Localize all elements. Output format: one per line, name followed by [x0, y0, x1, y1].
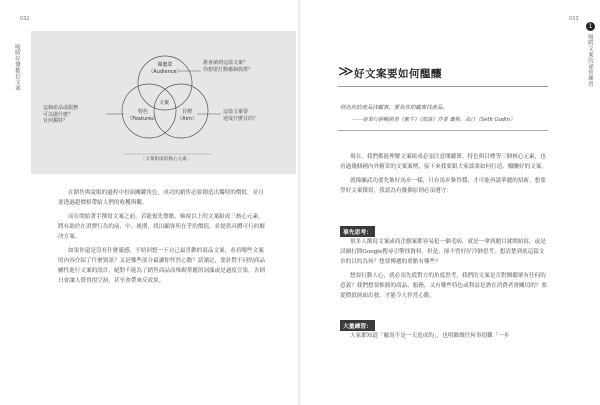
intro-text: [340, 152, 550, 200]
right-page-number: 033: [569, 16, 579, 22]
copy-center-label: 文案: [158, 100, 169, 106]
section-heading-think: 事先思考：: [340, 226, 375, 237]
right-side-tab: 吸睛文案的祕密練習: [587, 34, 593, 88]
paragraph: 想要打動人心，就必須先從對方的角度思考，我們的文案是否對閱聽眾有任何的意義？我們想要推薦的商品、服務，又有哪些特色或利益是潛在消費者會關切的？要從價值層面出發，才能令人怦然心動。: [340, 273, 547, 299]
left-side-tab: 吸睛好懂數位文案: [14, 44, 20, 92]
paragraph: 現在，我們都能理解文案組成必須注意閱聽眾、特色與目標等三個核心元素，也看過幾個國內外精采的文案案例，接下來我要跟大家談談如何打造、醞釀好的文案。: [340, 154, 547, 170]
paragraph: 大家都知道「羅馬不是一天造成的」，也明瞭做任何事很難「一步: [350, 333, 510, 339]
note-aim: 這篇文案要 達成什麼目的？: [223, 109, 259, 122]
note-features: 這個產品或服務 可以做什麼？ 有何獨特？: [43, 105, 79, 124]
left-page: [0, 0, 299, 405]
left-body-text: [58, 188, 268, 290]
audience-label: 閱聽眾 （Audience）: [148, 62, 182, 75]
double-chevron-icon: ≫: [338, 62, 354, 80]
section-title: [338, 60, 548, 87]
paragraph: 如果你還是沒有什麼靈感，不妨回想一下自己最喜歡的商品文案，看看哪些文案的內容介紹了什麼資訊？又是哪些部分最讓你怦然心動？請讀記，要針對不同的商品屬性進行文案的設計，絕對不能為了銷售商品而堆砌華麗的詞藻或是過度宣染，否則只會讓人覺得很空洞，甚至會帶來反效果。: [58, 248, 265, 284]
section-title-text: 好文案要如何醞釀: [354, 68, 442, 80]
paragraph: 而在開始著手撰寫文案之前，若能預先盤點、檢視以上的文案組成三核心元素，將有助於在消費行為的前、中、後期，找出顧客所在乎的價值，並提供具體可行的解決方案。: [58, 214, 265, 240]
left-page-number: 032: [20, 16, 30, 22]
features-label: 特色 （Features）: [127, 109, 159, 122]
section-think-text: [340, 237, 550, 305]
chapter-number-badge: 1: [586, 22, 595, 31]
paragraph: 在銷售與說服的過程中扮演關鍵角色，成功的銷售必要創造出獨特的價值，並且要透過超價格帶給人們的收穫與觀。: [58, 190, 264, 206]
venn-diagram: [31, 31, 296, 174]
note-audience: 誰會讀到這篇文案？ 你想要打動哪個族群？: [203, 60, 254, 73]
epigraph-quote: 別為你的產品找顧客，要為你的顧客找產品。: [340, 105, 448, 111]
paragraph: 就像練武功要先紮好馬步一樣，只有馬步紮得穩，才可能再談華麗的招術，想要學好文案撰寫，我認為有幾個原則必須遵守：: [340, 178, 546, 194]
diagram-caption: 「文案組成的核心元素」: [140, 157, 192, 162]
epigraph-source: ——商業行銷暢銷書《紫牛》《部落》作者 賽斯．高汀（Seth Godin）: [352, 117, 516, 123]
aim-label: 目標 （Aim）: [177, 109, 197, 122]
section-heading-practice: 大量練習：: [340, 320, 375, 331]
section-practice-text: [340, 331, 550, 345]
paragraph: 很多人撰寫文案或商企劃案都容易犯一個毛病，就是一拿到題目就開始寫，或是試圖打開Google搜尋引擎找資料，但是，卻不曾好好冷靜思考，想清楚到底這篇文章的目的為何？想要傳遞的重點有哪些？: [340, 239, 546, 265]
quote-divider: [338, 130, 548, 131]
